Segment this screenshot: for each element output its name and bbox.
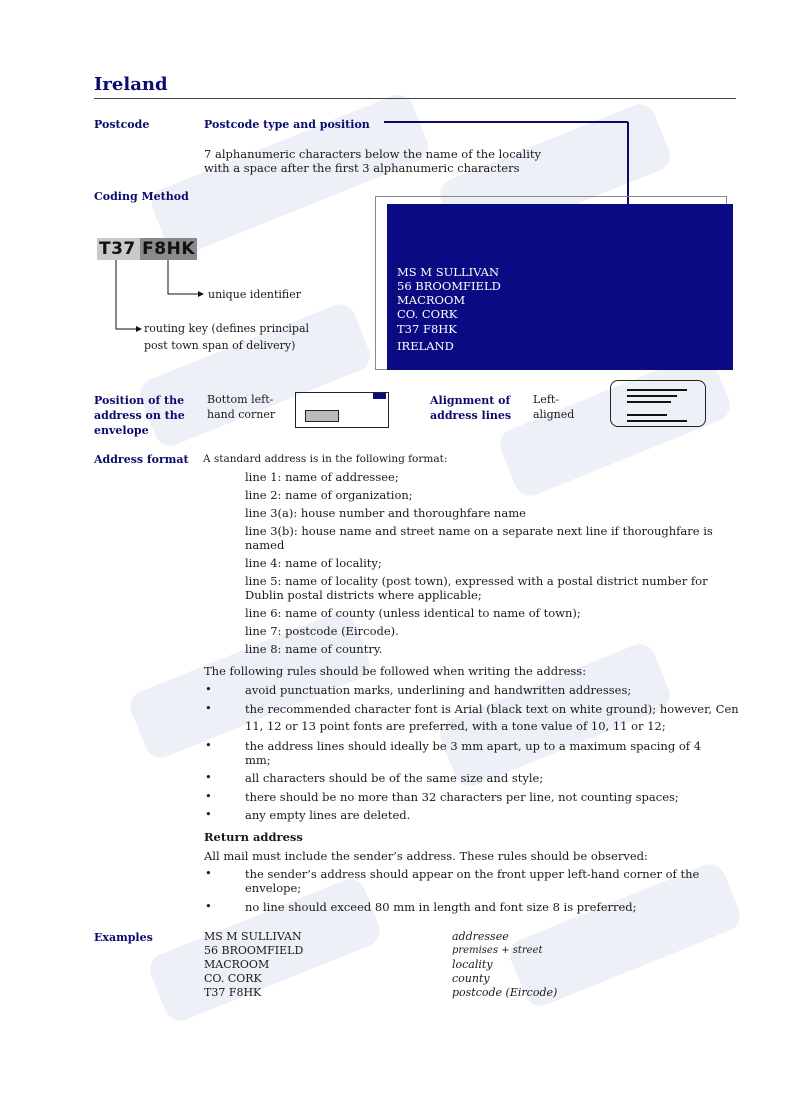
examples-label: Examples [94, 931, 153, 944]
position-label-1: Position of the [94, 394, 185, 407]
rule-item: all characters should be of the same size and style; [245, 771, 544, 785]
bullet-icon: • [205, 899, 212, 913]
title-divider [94, 98, 736, 99]
rule-item: any empty lines are deleted. [245, 808, 411, 822]
coding-method-label: Coding Method [94, 190, 189, 203]
return-address-heading: Return address [204, 830, 303, 844]
example-note: county [452, 972, 490, 985]
address-format-intro: A standard address is in the following format: [203, 453, 448, 465]
format-line: line 3(b): house name and street name on a separate next line if thoroughfare is [245, 524, 713, 538]
envelope-address-line: IRELAND [397, 339, 454, 353]
bullet-icon: • [205, 770, 212, 784]
bullet-icon: • [205, 738, 212, 752]
bullet-icon: • [205, 866, 212, 880]
format-line: line 6: name of county (unless identical to name of town); [245, 606, 581, 620]
envelope-address-line: T37 F8HK [397, 322, 457, 336]
format-line: line 3(a): house number and thoroughfare name [245, 506, 526, 520]
rule-item: avoid punctuation marks, underlining and handwritten addresses; [245, 683, 632, 697]
format-line: line 4: name of locality; [245, 556, 382, 570]
example-note: postcode (Eircode) [452, 986, 558, 999]
format-line: line 8: name of country. [245, 642, 383, 656]
format-line: line 1: name of addressee; [245, 470, 399, 484]
alignment-value-1: Left- [533, 393, 560, 406]
example-note: addressee [452, 930, 509, 943]
rules-intro: The following rules should be followed when writing the address: [204, 664, 587, 678]
format-line: line 2: name of organization; [245, 488, 413, 502]
rule-item: the recommended character font is Arial (black text on white ground); however, Cen [245, 702, 739, 716]
routing-key-label-2: post town span of delivery) [144, 339, 296, 352]
rule-item: the address lines should ideally be 3 mm apart, up to a maximum spacing of 4 [245, 739, 702, 753]
envelope-address-line: MS M SULLIVAN [397, 265, 500, 279]
postcode-desc-2: with a space after the first 3 alphanumeric characters [204, 161, 520, 175]
rule-item: 11, 12 or 13 point fonts are preferred, with a tone value of 10, 11 or 12; [245, 719, 666, 733]
return-rule-item: the sender’s address should appear on the front upper left-hand corner of the [245, 867, 700, 881]
position-value-2: hand corner [207, 408, 276, 421]
address-format-label: Address format [94, 453, 189, 466]
alignment-label-1: Alignment of [430, 394, 511, 407]
routing-key-label-1: routing key (defines principal [144, 322, 310, 335]
return-address-intro: All mail must include the sender’s address. These rules should be observed: [204, 849, 648, 863]
bullet-icon: • [205, 789, 212, 803]
address-block-icon [305, 410, 339, 422]
format-line: named [245, 538, 285, 552]
return-rule-item: no line should exceed 80 mm in length and font size 8 is preferred; [245, 900, 637, 914]
unique-identifier-label: unique identifier [208, 288, 302, 301]
format-line: Dublin postal districts where applicable; [245, 588, 482, 602]
example-address-line: T37 F8HK [204, 986, 262, 999]
position-value-1: Bottom left- [207, 393, 274, 406]
postcode-desc-1: 7 alphanumeric characters below the name of the locality [204, 147, 541, 161]
page-title: Ireland [94, 74, 168, 95]
example-address-line: 56 BROOMFIELD [204, 944, 304, 957]
bullet-icon: • [205, 701, 212, 715]
example-note: premises + street [452, 945, 543, 956]
stamp-icon [373, 393, 386, 399]
position-label-3: envelope [94, 424, 149, 437]
bullet-icon: • [205, 807, 212, 821]
format-line: line 7: postcode (Eircode). [245, 624, 399, 638]
rule-item: mm; [245, 753, 271, 767]
rule-item: there should be no more than 32 characters per line, not counting spaces; [245, 790, 679, 804]
position-label-2: address on the [94, 409, 185, 422]
envelope-address-line: MACROOM [397, 293, 466, 307]
postcode-label: Postcode [94, 118, 150, 131]
postcode-type-heading: Postcode type and position [204, 118, 370, 131]
alignment-label-2: address lines [430, 409, 512, 422]
example-address-line: MS M SULLIVAN [204, 930, 302, 943]
example-note: locality [452, 958, 493, 971]
example-address-line: CO. CORK [204, 972, 262, 985]
format-line: line 5: name of locality (post town), expressed with a postal district number for [245, 574, 708, 588]
alignment-value-2: aligned [533, 408, 575, 421]
envelope-address-line: CO. CORK [397, 307, 458, 321]
postcode-example: T37 F8HK [99, 239, 196, 259]
envelope-address-line: 56 BROOMFIELD [397, 279, 501, 293]
example-address-line: MACROOM [204, 958, 270, 971]
return-rule-item: envelope; [245, 881, 302, 895]
bullet-icon: • [205, 682, 212, 696]
left-align-icon [610, 380, 706, 427]
